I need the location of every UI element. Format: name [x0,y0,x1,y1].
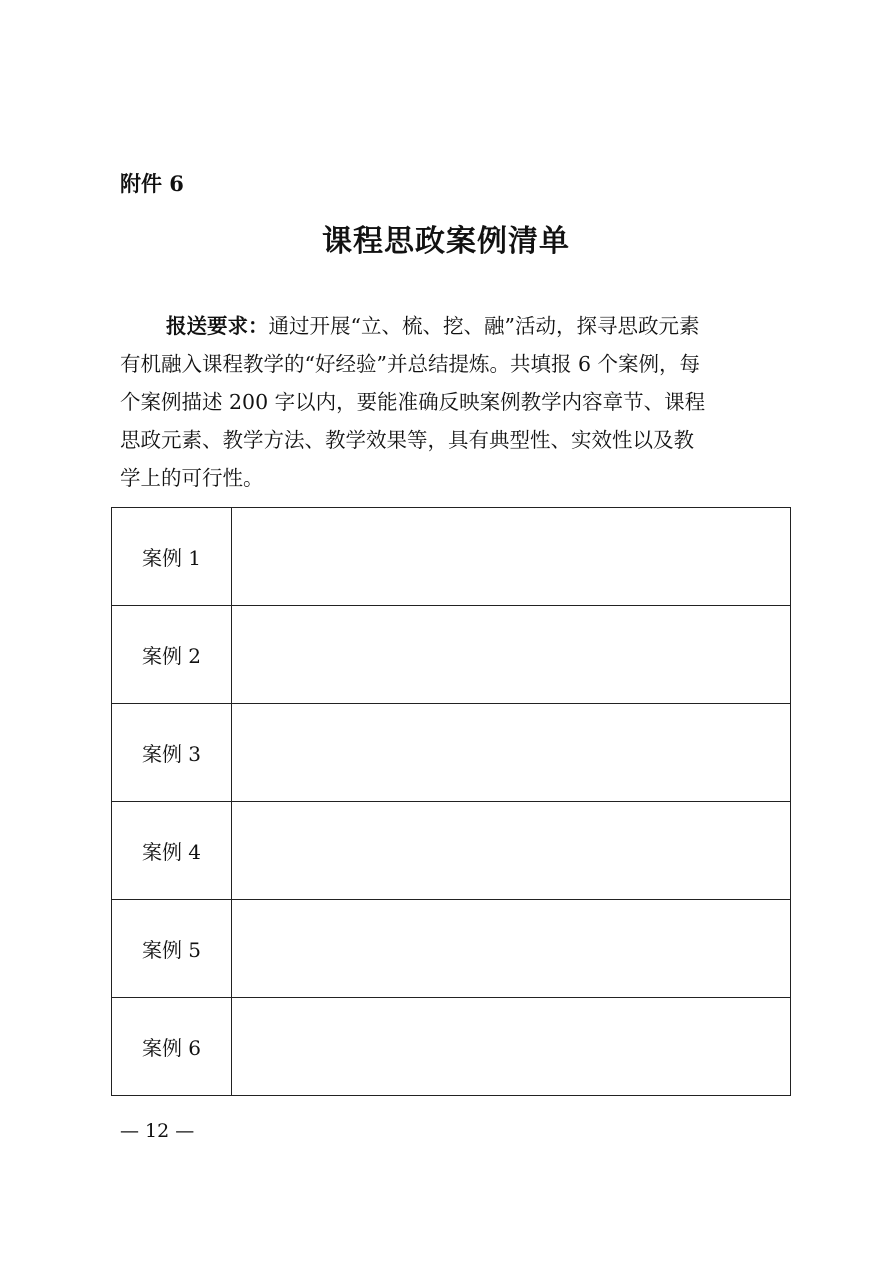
attachment-label: 附件 6 [120,171,184,196]
requirements-line: 思政元素、教学方法、教学效果等，具有典型性、实效性以及教 [120,428,694,452]
case-label: 案例 6 [112,998,232,1096]
case-label: 案例 5 [112,900,232,998]
table-row [112,704,791,802]
table-row [112,900,791,998]
table-row [112,508,791,606]
table-row [112,802,791,900]
requirements-line: 有机融入课程教学的“好经验”并总结提炼。共填报 6 个案例，每 [120,352,701,376]
case-content-cell[interactable] [232,508,791,606]
case-label: 案例 4 [112,802,232,900]
requirements-line [120,307,790,345]
requirements-text: 通过开展“立、梳、挖、融”活动，探寻思政元素 [268,314,700,338]
case-label: 案例 3 [112,704,232,802]
case-table [111,507,791,1096]
case-content-cell[interactable] [232,704,791,802]
case-content-cell[interactable] [232,998,791,1096]
page-number: — 12 — [120,1120,195,1142]
case-label: 案例 1 [112,508,232,606]
requirements-paragraph [120,307,790,497]
table-row [112,998,791,1096]
requirements-line: 学上的可行性。 [120,466,264,490]
case-content-cell[interactable] [232,900,791,998]
case-content-cell[interactable] [232,802,791,900]
requirements-line: 个案例描述 200 字以内，要能准确反映案例教学内容章节、课程 [120,390,706,414]
requirements-label: 报送要求： [166,314,269,338]
table-row [112,606,791,704]
case-content-cell[interactable] [232,606,791,704]
page-title: 课程思政案例清单 [322,224,570,259]
case-label: 案例 2 [112,606,232,704]
